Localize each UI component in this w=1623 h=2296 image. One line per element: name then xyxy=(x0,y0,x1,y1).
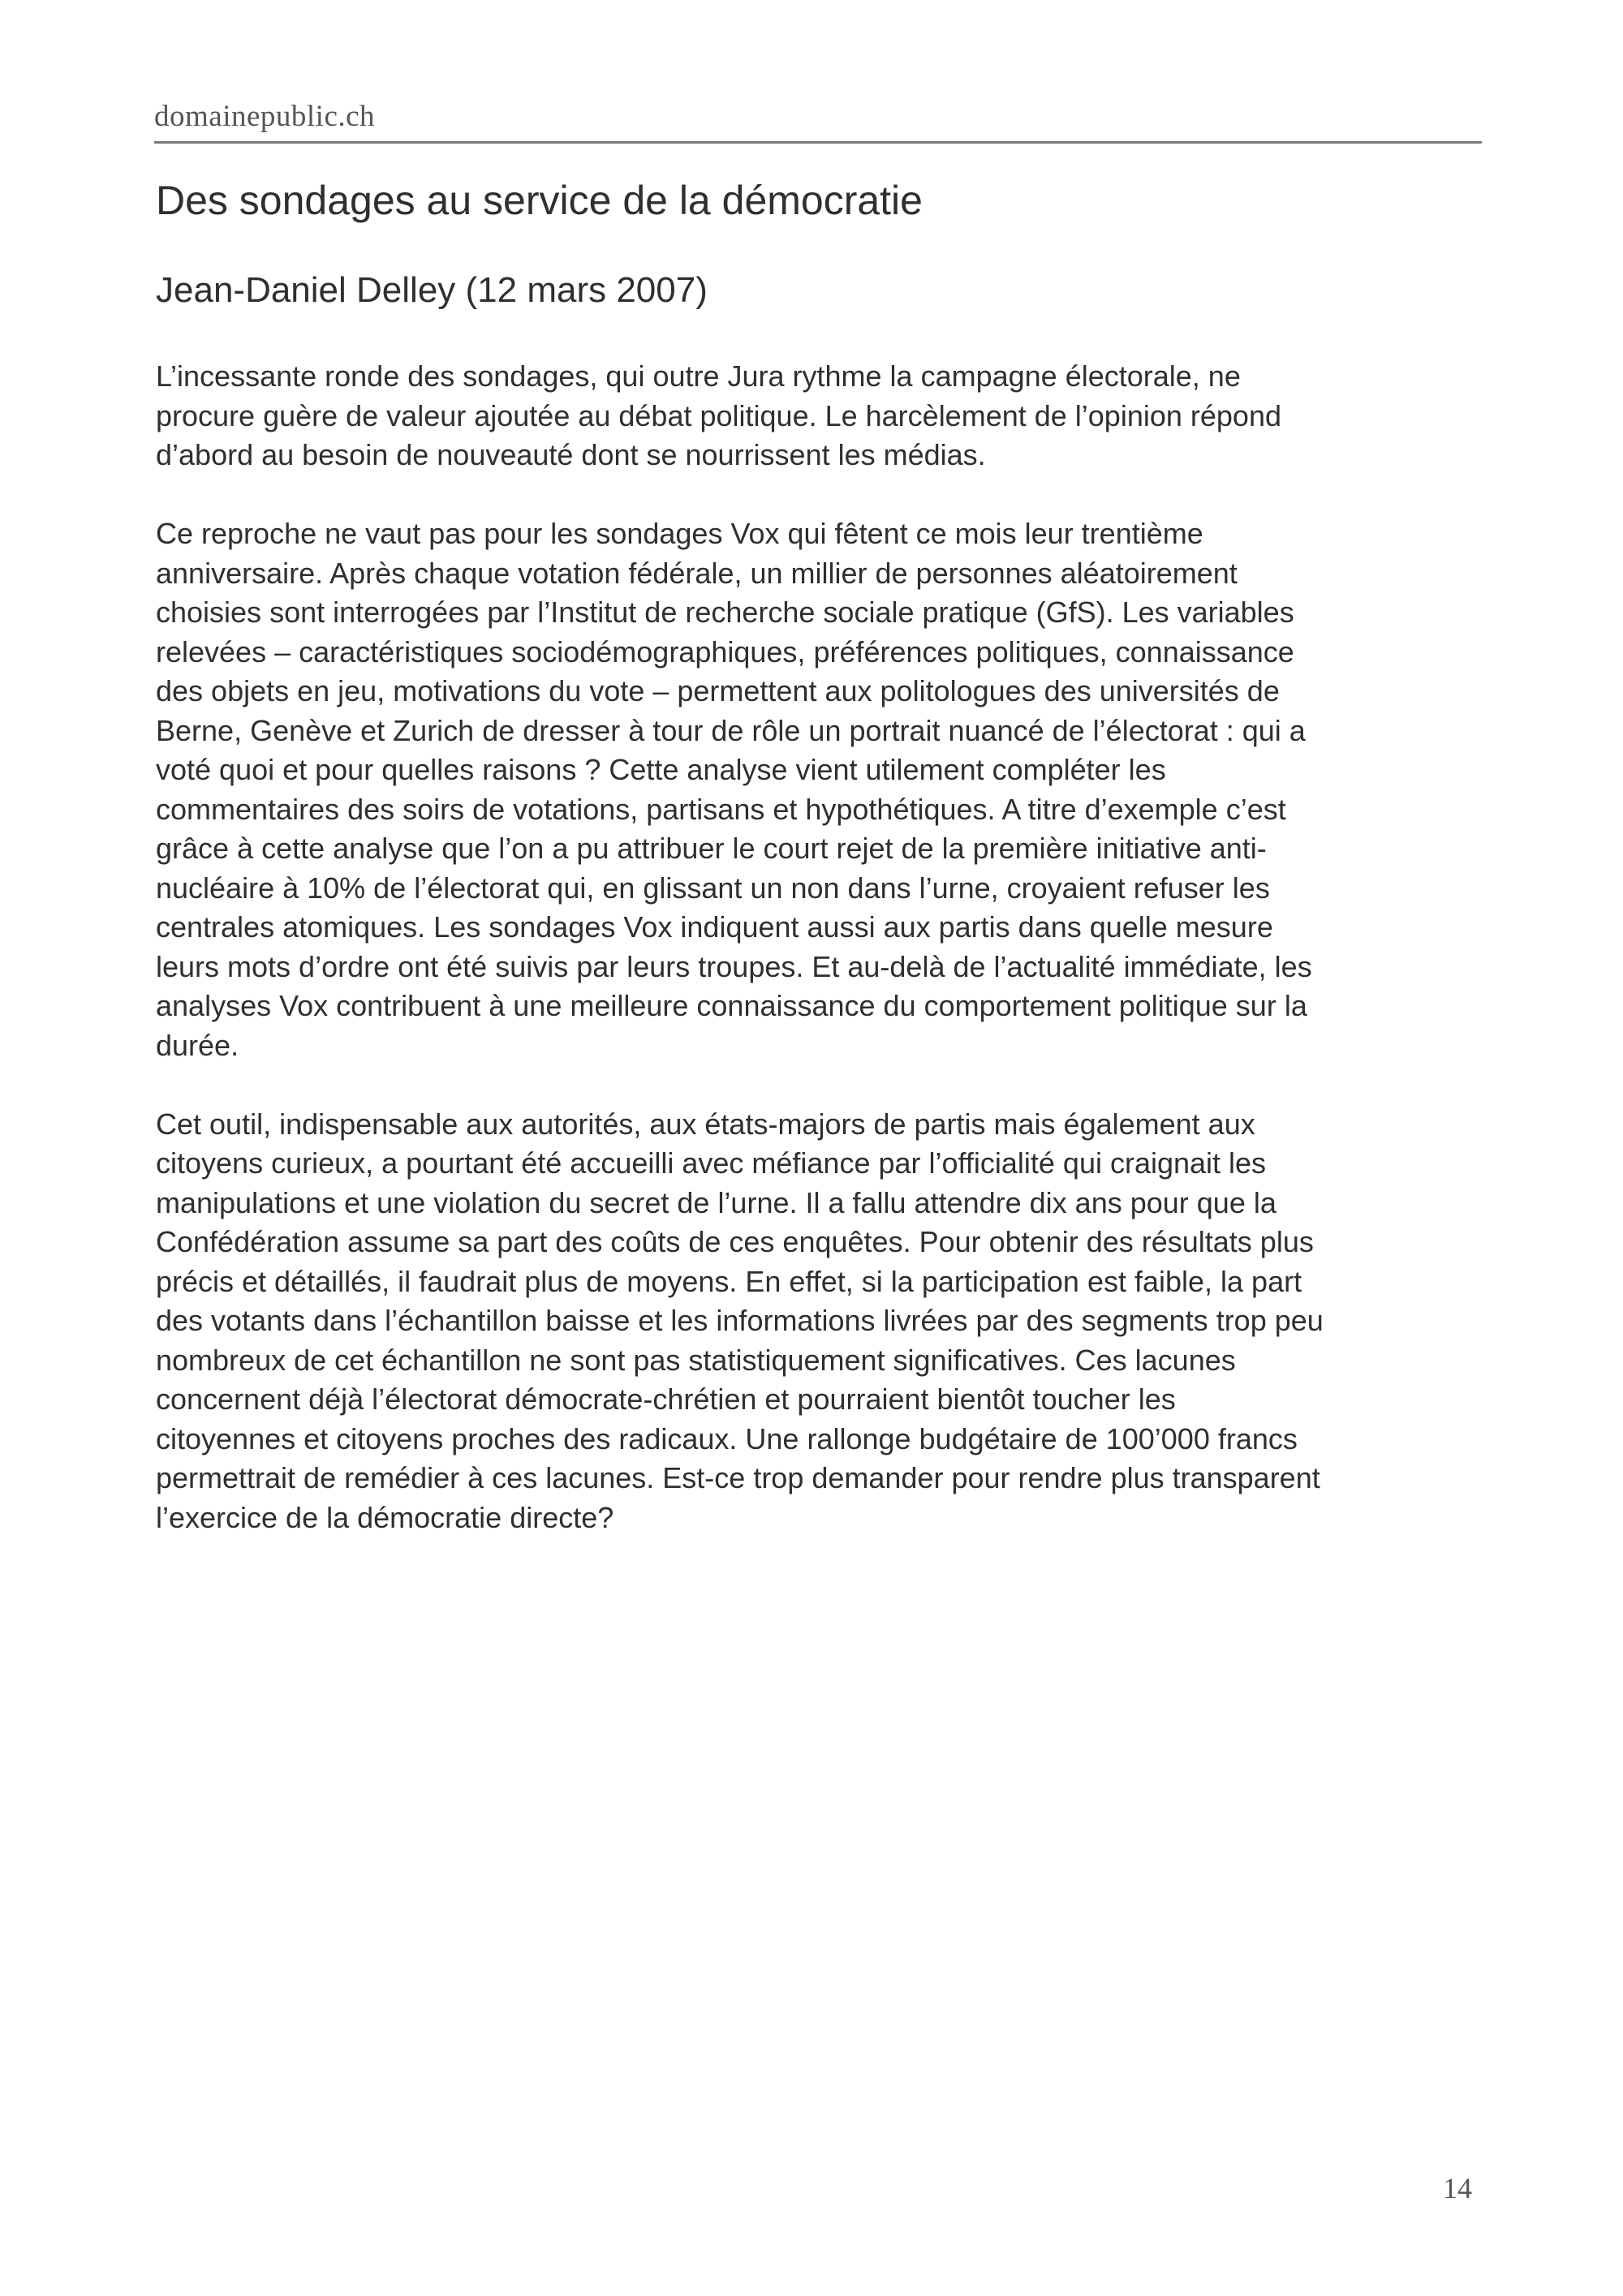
text-line: Berne, Genève et Zurich de dresser à tour de rôle un portrait nuancé de l’électorat : qui a xyxy=(156,713,1306,747)
article-body xyxy=(156,357,1487,1577)
article-byline: Jean-Daniel Delley (12 mars 2007) xyxy=(156,270,708,310)
text-line: leurs mots d’ordre ont été suivis par leurs troupes. Et au-delà de l’actualité immédiate, les xyxy=(156,949,1312,983)
text-line: grâce à cette analyse que l’on a pu attribuer le court rejet de la première initiative anti- xyxy=(156,832,1267,865)
paragraph-3 xyxy=(156,1105,1487,1538)
text-line: relevées – caractéristiques sociodémographiques, préférences politiques, connaissance xyxy=(156,634,1294,669)
text-line: concernent déjà l’électorat démocrate-chrétien et pourraient bientôt toucher les xyxy=(156,1382,1176,1416)
text-line: commentaires des soirs de votations, partisans et hypothétiques. A titre d’exemple c’est xyxy=(156,792,1286,826)
text-line: citoyens curieux, a pourtant été accueilli avec méfiance par l’officialité qui craignait les xyxy=(156,1146,1267,1180)
text-line: nucléaire à 10% de l’électorat qui, en glissant un non dans l’urne, croyaient refuser les xyxy=(156,871,1270,905)
text-line: citoyennes et citoyens proches des radicaux. Une rallonge budgétaire de 100’000 francs xyxy=(156,1421,1298,1455)
text-line: l’exercice de la démocratie directe? xyxy=(156,1500,614,1534)
text-line: manipulations et une violation du secret de l’urne. Il a fallu attendre dix ans pour que la xyxy=(156,1185,1276,1219)
text-line: Confédération assume sa part des coûts de ces enquêtes. Pour obtenir des résultats plus xyxy=(156,1225,1314,1258)
text-line: analyses Vox contribuent à une meilleure connaissance du comportement politique sur la xyxy=(156,989,1307,1022)
text-line: voté quoi et pour quelles raisons ? Cette analyse vient utilement compléter les xyxy=(156,753,1166,786)
text-line: d’abord au besoin de nouveauté dont se nourrissent les médias. xyxy=(156,438,986,471)
text-line: des votants dans l’échantillon baisse et les informations livrées par des segments trop peu xyxy=(156,1304,1324,1337)
text-line: L’incessante ronde des sondages, qui outre Jura rythme la campagne électorale, ne xyxy=(156,359,1241,393)
page-number: 14 xyxy=(1443,2172,1472,2204)
text-line: des objets en jeu, motivations du vote – permettent aux politologues des universités de xyxy=(156,674,1280,707)
text-line: durée. xyxy=(156,1028,239,1062)
text-line: précis et détaillés, il faudrait plus de moyens. En effet, si la participation est faible, la part xyxy=(156,1264,1302,1298)
text-line: procure guère de valeur ajoutée au débat politique. Le harcèlement de l’opinion répond xyxy=(156,398,1281,432)
text-line: permettrait de remédier à ces lacunes. Est-ce trop demander pour rendre plus transparent xyxy=(156,1461,1320,1494)
text-line: Ce reproche ne vaut pas pour les sondages Vox qui fêtent ce mois leur trentième xyxy=(156,517,1203,550)
text-line: centrales atomiques. Les sondages Vox indiquent aussi aux partis dans quelle mesure xyxy=(156,910,1273,944)
page-header xyxy=(154,96,1482,144)
text-line: anniversaire. Après chaque votation fédérale, un millier de personnes aléatoirement xyxy=(156,556,1238,590)
text-line: Cet outil, indispensable aux autorités, aux états-majors de partis mais également aux xyxy=(156,1107,1255,1141)
article-title: Des sondages au service de la démocratie xyxy=(156,178,923,223)
paragraph-1 xyxy=(156,357,1487,475)
text-line: choisies sont interrogées par l’Institut de recherche sociale pratique (GfS). Les variables xyxy=(156,595,1294,629)
paragraph-2 xyxy=(156,514,1487,1065)
text-line: nombreux de cet échantillon ne sont pas statistiquement significatives. Ces lacunes xyxy=(156,1343,1236,1377)
site-name: domainepublic.ch xyxy=(154,100,376,133)
